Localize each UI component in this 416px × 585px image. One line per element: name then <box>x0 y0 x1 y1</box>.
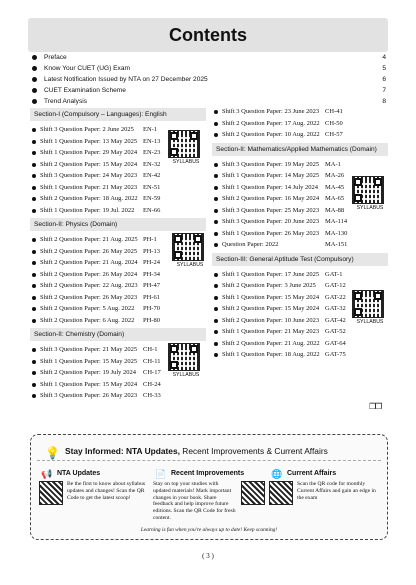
list-item[interactable]: Shift 2 Question Paper: 26 May 2025 PH-13 <box>30 246 206 258</box>
stay-informed-box <box>30 434 388 540</box>
list-item[interactable]: Latest Notification Issued by NTA on 27 December 2025 6 <box>30 74 386 85</box>
decorative-squares-icon: ❐❐ <box>369 402 382 411</box>
bullet-icon <box>214 353 218 357</box>
bullet-icon <box>32 163 36 167</box>
bullet-icon <box>32 128 36 132</box>
qr-label: SYLLABUS <box>172 159 200 165</box>
list-item[interactable]: Shift 3 Question Paper: 20 June 2023 MA-114 <box>212 216 388 228</box>
bullet-icon <box>32 238 36 242</box>
bullet-icon <box>32 186 36 190</box>
bullet-icon <box>214 133 218 137</box>
bullet-icon <box>214 319 218 323</box>
bullet-icon <box>32 209 36 213</box>
list-item[interactable]: Shift 2 Question Paper: 10 Aug. 2022 CH-57 <box>212 129 388 141</box>
bullet-icon <box>32 88 37 93</box>
panel-title: 📄 Recent Improvements <box>155 469 245 479</box>
qr-code-icon <box>172 233 204 261</box>
list-item[interactable]: Shift 1 Question Paper: 21 May 2023 GAT-52 <box>212 326 388 338</box>
qr-code-physics[interactable] <box>172 233 208 268</box>
qr-code-icon <box>352 176 384 204</box>
bullet-icon <box>32 261 36 265</box>
bullet-icon <box>214 307 218 311</box>
bullet-icon <box>214 284 218 288</box>
bullet-icon <box>214 342 218 346</box>
list-item[interactable]: Shift 2 Question Paper: 6 Aug. 2022 PH-80 <box>30 315 206 327</box>
section-heading-aptitude: Section-III: General Aptitude Test (Compulsory) <box>212 253 388 266</box>
list-item[interactable]: Preface 4 <box>30 52 386 63</box>
list-item[interactable]: Shift 2 Question Paper: 21 Aug. 2022 GAT-64 <box>212 338 388 350</box>
qr-code-icon <box>352 290 384 318</box>
list-item[interactable]: Trend Analysis 8 <box>30 96 386 107</box>
current-affairs-panel <box>269 467 383 505</box>
front-matter-list <box>30 52 386 107</box>
panel-title: 📢 NTA Updates <box>41 469 101 479</box>
page-number: ( 3 ) <box>202 552 214 560</box>
bullet-icon <box>214 220 218 224</box>
bullet-icon <box>32 296 36 300</box>
bullet-icon <box>32 360 36 364</box>
qr-code-mathematics[interactable] <box>352 176 388 211</box>
list-item[interactable]: Shift 2 Question Paper: 26 May 2023 PH-61 <box>30 292 206 304</box>
qr-code-english[interactable] <box>168 130 204 165</box>
bullet-icon <box>32 371 36 375</box>
list-item[interactable]: Shift 3 Question Paper: 25 May 2023 MA-88 <box>212 205 388 217</box>
bulb-icon: 💡 <box>45 446 60 460</box>
list-item[interactable]: Shift 3 Question Paper: 24 May 2023 EN-42 <box>30 170 206 182</box>
panel-body: Stay on top your studies with updated materials! Mark important changes in your book. Share feedback and help improve future editions. Scan the QR Code for fresh content. <box>153 481 236 521</box>
list-item[interactable]: Shift 2 Question Paper: 21 Aug. 2025 PH-1 <box>30 234 206 246</box>
list-item[interactable]: Shift 3 Question Paper: 21 May 2025 CH-1 <box>30 344 206 356</box>
list-item[interactable]: Shift 2 Question Paper: 17 Aug. 2022 CH-50 <box>212 118 388 130</box>
list-item[interactable]: Shift 1 Question Paper: 14 July 2024 MA-45 <box>212 182 388 194</box>
page-title: Contents <box>169 25 247 45</box>
globe-icon: 🌐 <box>271 469 283 479</box>
list-item[interactable]: Shift 1 Question Paper: 29 May 2024 EN-23 <box>30 147 206 159</box>
bullet-icon <box>214 296 218 300</box>
list-item[interactable]: Shift 2 Question Paper: 5 Aug. 2022 PH-70 <box>30 303 206 315</box>
qr-code-icon <box>168 343 200 371</box>
bullet-icon <box>214 330 218 334</box>
tagline: Learning is fun when you're always up to date! Keep scanning! <box>140 527 278 533</box>
recent-improvements-panel <box>153 467 267 522</box>
stay-informed-heading: 💡 Stay Informed: NTA Updates, Recent Improvements & Current Affairs <box>37 441 381 461</box>
bullet-icon <box>214 110 218 114</box>
list-item[interactable]: Shift 1 Question Paper: 14 May 2025 MA-26 <box>212 170 388 182</box>
bullet-icon <box>32 348 36 352</box>
list-item[interactable]: Shift 2 Question Paper: 15 May 2024 GAT-32 <box>212 303 388 315</box>
bullet-icon <box>32 307 36 311</box>
bullet-icon <box>214 186 218 190</box>
list-item[interactable]: Shift 1 Question Paper: 15 May 2024 GAT-22 <box>212 292 388 304</box>
bullet-icon <box>32 383 36 387</box>
current-affairs-qr-code[interactable] <box>269 481 293 505</box>
nta-updates-panel <box>39 467 153 505</box>
bullet-icon <box>32 273 36 277</box>
list-item[interactable]: Shift 2 Question Paper: 16 May 2024 MA-65 <box>212 193 388 205</box>
qr-label: SYLLABUS <box>356 319 384 325</box>
contents-title-bar <box>28 18 388 52</box>
list-item[interactable]: Shift 3 Question Paper: 23 June 2023 CH-41 <box>212 106 388 118</box>
list-item[interactable]: Shift 1 Question Paper: 13 May 2025 EN-13 <box>30 136 206 148</box>
qr-code-icon <box>168 130 200 158</box>
list-item[interactable]: Shift 2 Question Paper: 26 May 2024 PH-34 <box>30 269 206 281</box>
bullet-icon <box>214 209 218 213</box>
document-icon: 📄 <box>155 469 167 479</box>
bullet-icon <box>32 394 36 398</box>
qr-label: SYLLABUS <box>356 205 384 211</box>
megaphone-icon: 📢 <box>41 469 53 479</box>
list-item[interactable]: Shift 3 Question Paper: 19 May 2025 MA-1 <box>212 159 388 171</box>
bullet-icon <box>32 319 36 323</box>
list-item[interactable]: Shift 2 Question Paper: 19 July 2024 CH-17 <box>30 367 206 379</box>
list-item[interactable]: Shift 2 Question Paper: 21 Aug. 2024 PH-24 <box>30 257 206 269</box>
list-item[interactable]: Shift 3 Question Paper: 26 May 2023 CH-33 <box>30 390 206 402</box>
qr-label: SYLLABUS <box>176 262 204 268</box>
list-item[interactable]: Shift 1 Question Paper: 17 June 2025 GAT-1 <box>212 269 388 281</box>
section-heading-physics: Section-II: Physics (Domain) <box>30 218 206 231</box>
bullet-icon <box>32 66 37 71</box>
list-item[interactable]: Shift 3 Question Paper: 2 June 2025 EN-1 <box>30 124 206 136</box>
list-item[interactable]: Know Your CUET (UG) Exam 5 <box>30 63 386 74</box>
bullet-icon <box>214 163 218 167</box>
bullet-icon <box>32 174 36 178</box>
bullet-icon <box>32 284 36 288</box>
list-item[interactable]: Shift 2 Question Paper: 3 June 2025 GAT-12 <box>212 280 388 292</box>
qr-label: SYLLABUS <box>172 372 200 378</box>
list-item[interactable]: Shift 1 Question Paper: 18 Aug. 2022 GAT-75 <box>212 349 388 361</box>
list-item[interactable]: Question Paper: 2022 MA-151 <box>212 239 388 251</box>
bullet-icon <box>32 197 36 201</box>
bullet-icon <box>32 250 36 254</box>
list-item[interactable]: Shift 2 Question Paper: 22 Aug. 2023 PH-47 <box>30 280 206 292</box>
list-item[interactable]: Shift 2 Question Paper: 10 June 2023 GAT-42 <box>212 315 388 327</box>
list-item[interactable]: CUET Examination Scheme 7 <box>30 85 386 96</box>
panel-body: Be the first to know about syllabus updates and changes! Scan the QR Code to get the latest scoop! <box>67 481 145 501</box>
bullet-icon <box>32 99 37 104</box>
bullet-icon <box>214 197 218 201</box>
bullet-icon <box>214 174 218 178</box>
bullet-icon <box>214 232 218 236</box>
list-item[interactable]: Shift 1 Question Paper: 21 May 2023 EN-51 <box>30 182 206 194</box>
nta-qr-code[interactable] <box>39 481 63 505</box>
panel-body: Scan the QR code for monthly Current Affairs and gain an edge in the exam <box>297 481 376 501</box>
bullet-icon <box>214 122 218 126</box>
list-item[interactable]: Shift 2 Question Paper: 15 May 2024 EN-32 <box>30 159 206 171</box>
qr-code-aptitude[interactable] <box>352 290 388 325</box>
list-item[interactable]: Shift 1 Question Paper: 15 May 2024 CH-24 <box>30 379 206 391</box>
list-item[interactable]: Shift 1 Question Paper: 19 Jul. 2022 EN-66 <box>30 205 206 217</box>
list-item[interactable]: Shift 1 Question Paper: 26 May 2023 MA-130 <box>212 228 388 240</box>
bullet-icon <box>32 140 36 144</box>
bullet-icon <box>32 77 37 82</box>
section-heading-chemistry: Section-II: Chemistry (Domain) <box>30 328 206 341</box>
list-item[interactable]: Shift 2 Question Paper: 18 Aug. 2022 EN-59 <box>30 193 206 205</box>
list-item[interactable]: Shift 1 Question Paper: 15 May 2025 CH-11 <box>30 356 206 368</box>
section-heading-english: Section-I (Compulsory – Languages): English <box>30 108 206 121</box>
qr-code-chemistry[interactable] <box>168 343 204 378</box>
section-heading-mathematics: Section-II: Mathematics/Applied Mathematics (Domain) <box>212 143 388 156</box>
panel-title: 🌐 Current Affairs <box>271 469 337 479</box>
recent-qr-code[interactable] <box>241 481 265 505</box>
bullet-icon <box>214 273 218 277</box>
bullet-icon <box>32 55 37 60</box>
bullet-icon <box>32 151 36 155</box>
bullet-icon <box>214 243 218 247</box>
